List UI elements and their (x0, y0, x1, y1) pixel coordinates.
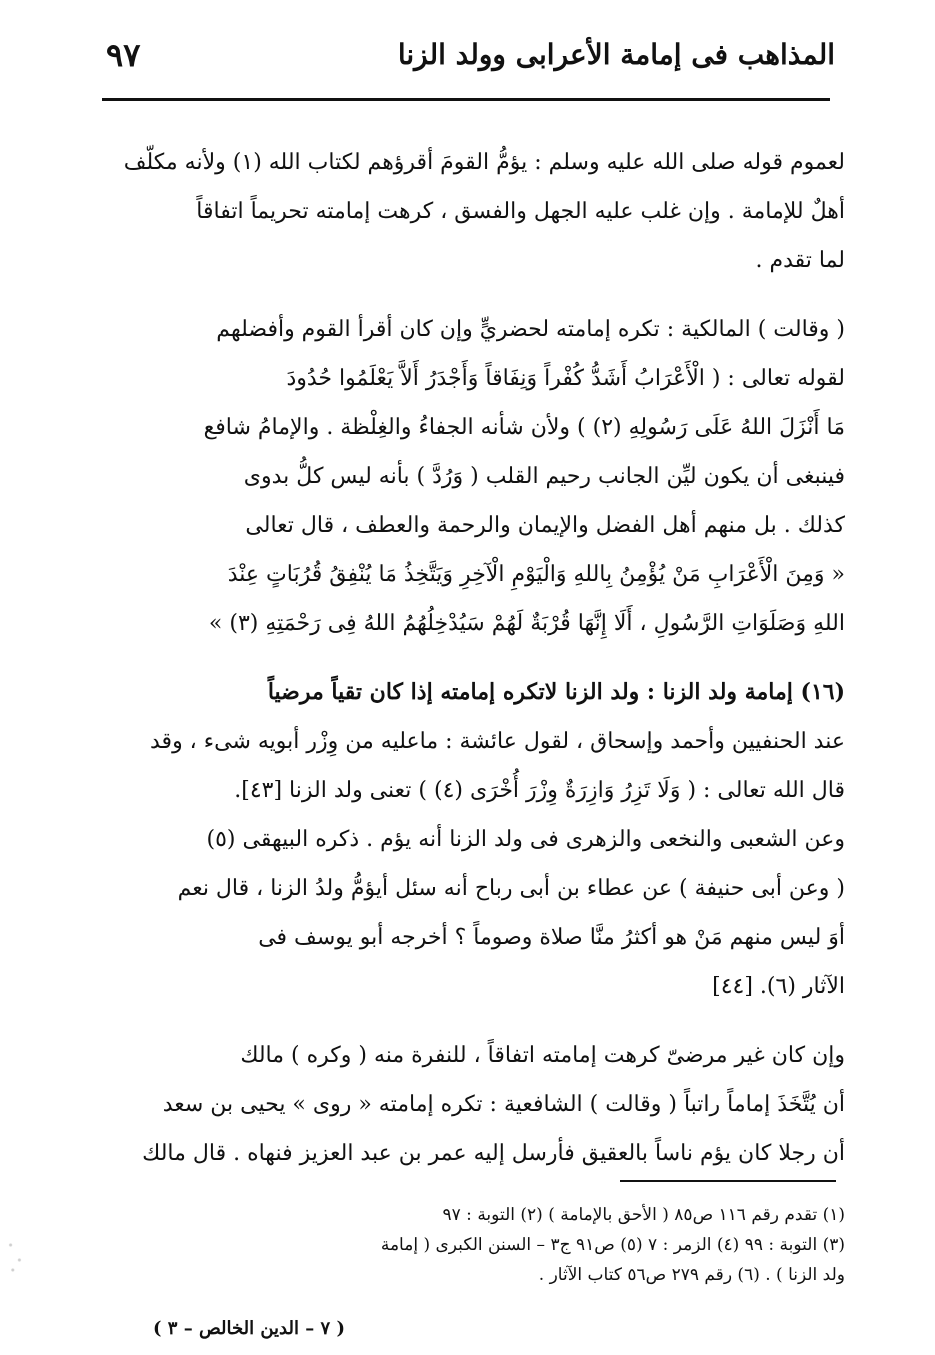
text-line: أن رجلا كان يؤم ناساً بالعقيق فأرسل إليه عمر بن عبد العزيز فنهاه . قال مالك (142, 1141, 845, 1166)
text-line: لقوله تعالى : ( الْأَعْرَابُ أَشَدُّ كُفْراً وَنِفَاقاً وَأَجْدَرُ أَلاَّ يَعْلَمُوا حُدُودَ (286, 366, 845, 391)
section-heading-line: (١٦) إمامة ولد الزنا : ولد الزنا لاتكره إمامته إذا كان تقياً مرضياً (267, 679, 845, 705)
text-line: مَا أَنْزَلَ اللهُ عَلَى رَسُولِهِ (٢) ) ولأن شأنه الجفاءُ والغِلْظة . والإمامُ شافع (203, 415, 845, 440)
text-line: أن يُتَّخَذَ إماماً راتباً ( وقالت ) الشافعية : تكره إمامته « روى » يحيى بن سعد (162, 1092, 845, 1117)
text-line: الآثار (٦). [٤٤] (712, 974, 845, 999)
text-line: أهلٌ للإمامة . وإن غلب عليه الجهل والفسق ، كرهت إمامته تحريماً اتفاقاً (196, 199, 845, 224)
paragraph-malikiyya (108, 305, 845, 648)
text-line: وإن كان غير مرضىّ كرهت إمامته اتفاقاً ، للنفرة منه ( وكره ) مالك (240, 1043, 845, 1068)
footnote-line: (٣) التوبة : ٩٩ (٤) الزمر : ٧ (٥) ص٩١ ج٣ – السنن الكبرى ( إمامة (380, 1235, 845, 1255)
running-title: المذاهب فى إمامة الأعرابى وولد الزنا (397, 38, 835, 71)
header-rule (102, 98, 830, 101)
text-line: لعموم قوله صلى الله عليه وسلم : يؤمُّ القومَ أقرؤهم لكتاب الله (١) ولأنه مكلّف (123, 150, 845, 175)
paragraph-not-pleasing (108, 1031, 845, 1178)
text-line: قال الله تعالى : ( وَلَا تَزِرُ وَازِرَةٌ وِزْرَ أُخْرَى (٤) ) تعنى ولد الزنا [٤٣]. (234, 778, 845, 803)
text-line: ( وعن أبى حنيفة ) عن عطاء بن أبى رباح أنه سئل أيؤمُّ ولدُ الزنا ، قال نعم (177, 876, 845, 901)
scan-speck (4, 1230, 26, 1280)
footnotes (130, 1200, 845, 1290)
printer-signature: ( ٧ – الدين الخالص – ٣ ) (152, 1318, 345, 1339)
text-line: لما تقدم . (755, 248, 845, 273)
text-line: اللهِ وَصَلَوَاتِ الرَّسُولِ ، أَلَا إِنَّهَا قُرْبَةٌ لَهُمْ سَيُدْخِلُهُمُ اللهُ فِى رَحْمَتِهِ (٣) » (208, 611, 845, 636)
text-line: أوَ ليس منهم مَنْ هو أكثرُ منَّا صلاة وصوماً ؟ أخرجه أبو يوسف فى (258, 925, 845, 950)
text-line: وعن الشعبى والنخعى والزهرى فى ولد الزنا أنه يؤم . ذكره البيهقى (٥) (206, 827, 845, 852)
text-line: ( وقالت ) المالكية : تكره إمامته لحضريٍّ وإن كان أقرأ القوم وأفضلهم (216, 317, 845, 342)
footnote-line: (١) تقدم رقم ١١٦ ص٨٥ ( الأحق بالإمامة ) (٢) التوبة : ٩٧ (442, 1205, 845, 1225)
footnote-line: ولد الزنا ) . (٦) رقم ٢٧٩ ص٥٦ كتاب الآثار . (538, 1265, 845, 1285)
page-number: ٩٧ (106, 36, 141, 74)
main-text (108, 138, 845, 1198)
footnote-rule (620, 1180, 836, 1182)
text-line: « وَمِنَ الْأَعْرَابِ مَنْ يُؤْمِنُ بِاللهِ وَالْيَوْمِ الْآخِرِ وَيَتَّخِذُ مَا يُنْفِقُ قُرُبَاتٍ عِنْدَ (227, 562, 845, 587)
page-header (100, 34, 835, 84)
text-line: عند الحنفيين وأحمد وإسحاق ، لقول عائشة : ماعليه من وِزْر أبويه شىء ، وقد (150, 729, 845, 754)
paragraph-intro (108, 138, 845, 285)
paragraph-section-16 (108, 668, 845, 1011)
text-line: فينبغى أن يكون ليِّن الجانب رحيم القلب ( وَرُدَّ ) بأنه ليس كلُّ بدوى (243, 464, 845, 489)
text-line: كذلك . بل منهم أهل الفضل والإيمان والرحمة والعطف ، قال تعالى (245, 513, 845, 538)
